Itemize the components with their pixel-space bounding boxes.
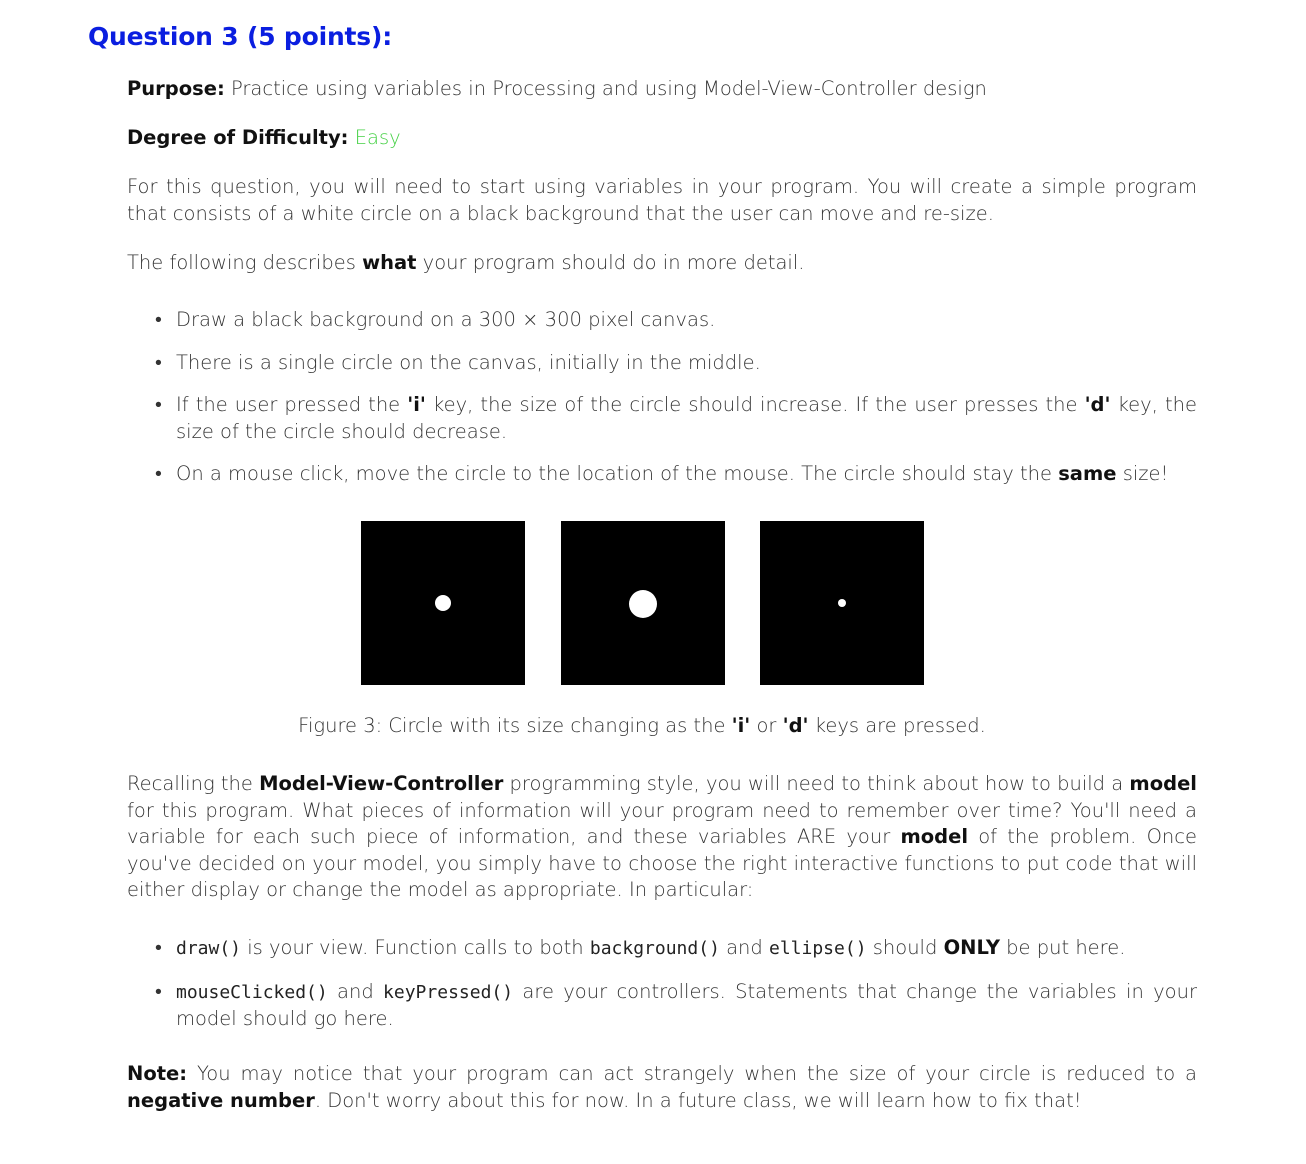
- negative-number-bold: negative number: [127, 1088, 315, 1112]
- list-item: [155, 979, 1197, 1033]
- bullet-text: key, the size of the circle should increase. If the user presses the: [425, 393, 1085, 416]
- bullet-text: should: [866, 936, 944, 959]
- bullet-text: On a mouse click, move the circle to the location of the mouse. The circle should stay the: [176, 462, 1059, 485]
- caption-text: Figure 3: Circle with its size changing as the: [298, 714, 732, 737]
- difficulty-label: Degree of Difficulty:: [127, 126, 349, 149]
- bullet-text: Draw a black background on a 300 × 300 pixel canvas.: [176, 308, 716, 331]
- caption-key-i: 'i': [731, 714, 751, 737]
- only-bold: ONLY: [943, 936, 1000, 959]
- figure-canvas-initial: [361, 521, 525, 685]
- bullet-text: and: [327, 979, 384, 1003]
- bullet-text: If the user pressed the: [176, 393, 408, 416]
- caption-key-d: 'd': [782, 714, 809, 737]
- list-item: [155, 392, 1197, 445]
- question-heading: Question 3 (5 points):: [88, 22, 392, 51]
- difficulty-value: Easy: [354, 126, 401, 149]
- caption-text: keys are pressed.: [808, 714, 986, 737]
- note-paragraph: [127, 1061, 1197, 1114]
- model-bold: model: [900, 825, 969, 848]
- model-bold: model: [1129, 772, 1197, 795]
- code-draw: draw(): [176, 938, 242, 959]
- figure-canvas-decreased: [760, 521, 924, 685]
- difficulty-line: [127, 125, 1197, 152]
- bullet-icon: •: [155, 936, 162, 959]
- white-circle: [435, 595, 451, 611]
- note-label: Note:: [127, 1062, 188, 1085]
- figure-canvas-increased: [561, 521, 725, 685]
- mvc-list: [155, 935, 1197, 1033]
- code-mouseclicked: mouseClicked(): [176, 981, 328, 1003]
- requirements-list: [155, 307, 1197, 488]
- mvc-text: of the problem. Once you've decided on your model, you simply have to choose the right interactive functions to put code that will either display or change the model as appropriate. In particular:: [127, 825, 1197, 901]
- mvc-text: Recalling the: [127, 772, 260, 795]
- white-circle: [838, 599, 846, 607]
- code-ellipse: ellipse(): [769, 938, 867, 959]
- key-i: 'i': [407, 393, 426, 416]
- white-circle: [629, 590, 657, 618]
- key-d: 'd': [1084, 393, 1111, 416]
- purpose-line: [127, 76, 1197, 103]
- list-item: [155, 935, 1197, 963]
- purpose-label: Purpose:: [127, 77, 225, 100]
- code-keypressed: keyPressed(): [383, 981, 514, 1003]
- bullet-icon: •: [155, 308, 162, 331]
- bullet-icon: •: [155, 462, 162, 485]
- mvc-bold: Model-View-Controller: [259, 772, 504, 795]
- note-text: . Don't worry about this for now. In a future class, we will learn how to fix that!: [314, 1088, 1082, 1112]
- note-text: You may notice that your program can act strangely when the size of your circle is reduced to a: [187, 1062, 1197, 1085]
- mvc-text: for this program. What pieces of information will your program need to remember over time? You'll need a variable for each such piece of information, and these variables ARE your: [127, 798, 1197, 848]
- mvc-text: programming style, you will need to think about how to build a: [503, 772, 1130, 795]
- describes-bold: what: [362, 251, 417, 274]
- bullet-text: key, the size of the circle should decrease.: [176, 393, 1198, 443]
- intro-paragraph: For this question, you will need to start using variables in your program. You will create a simple program that consists of a white circle on a black background that the user can move and re-size.: [127, 175, 1197, 225]
- describes-after: your program should do in more detail.: [416, 251, 805, 274]
- describes-before: The following describes: [127, 251, 363, 274]
- bullet-text: be put here.: [999, 936, 1126, 959]
- bullet-icon: •: [155, 393, 162, 416]
- bullet-text: and: [719, 936, 769, 959]
- figure-caption: [0, 714, 1284, 737]
- list-item: [155, 307, 1197, 334]
- purpose-text: Practice using variables in Processing and using Model-View-Controller design: [230, 77, 987, 100]
- list-item: [155, 350, 1197, 377]
- bullet-text: There is a single circle on the canvas, initially in the middle.: [176, 350, 761, 374]
- mvc-paragraph: [127, 771, 1197, 904]
- bullet-icon: •: [155, 350, 162, 374]
- bullet-text: are your controllers. Statements that change the variables in your model should go here.: [176, 979, 1197, 1030]
- list-item: [155, 461, 1197, 488]
- describes-paragraph: [127, 250, 1197, 277]
- bullet-text: size!: [1116, 462, 1169, 485]
- same-bold: same: [1058, 462, 1117, 485]
- code-background: background(): [589, 938, 720, 959]
- bullet-text: is your view. Function calls to both: [241, 936, 590, 959]
- bullet-icon: •: [155, 979, 162, 1003]
- caption-text: or: [750, 714, 783, 737]
